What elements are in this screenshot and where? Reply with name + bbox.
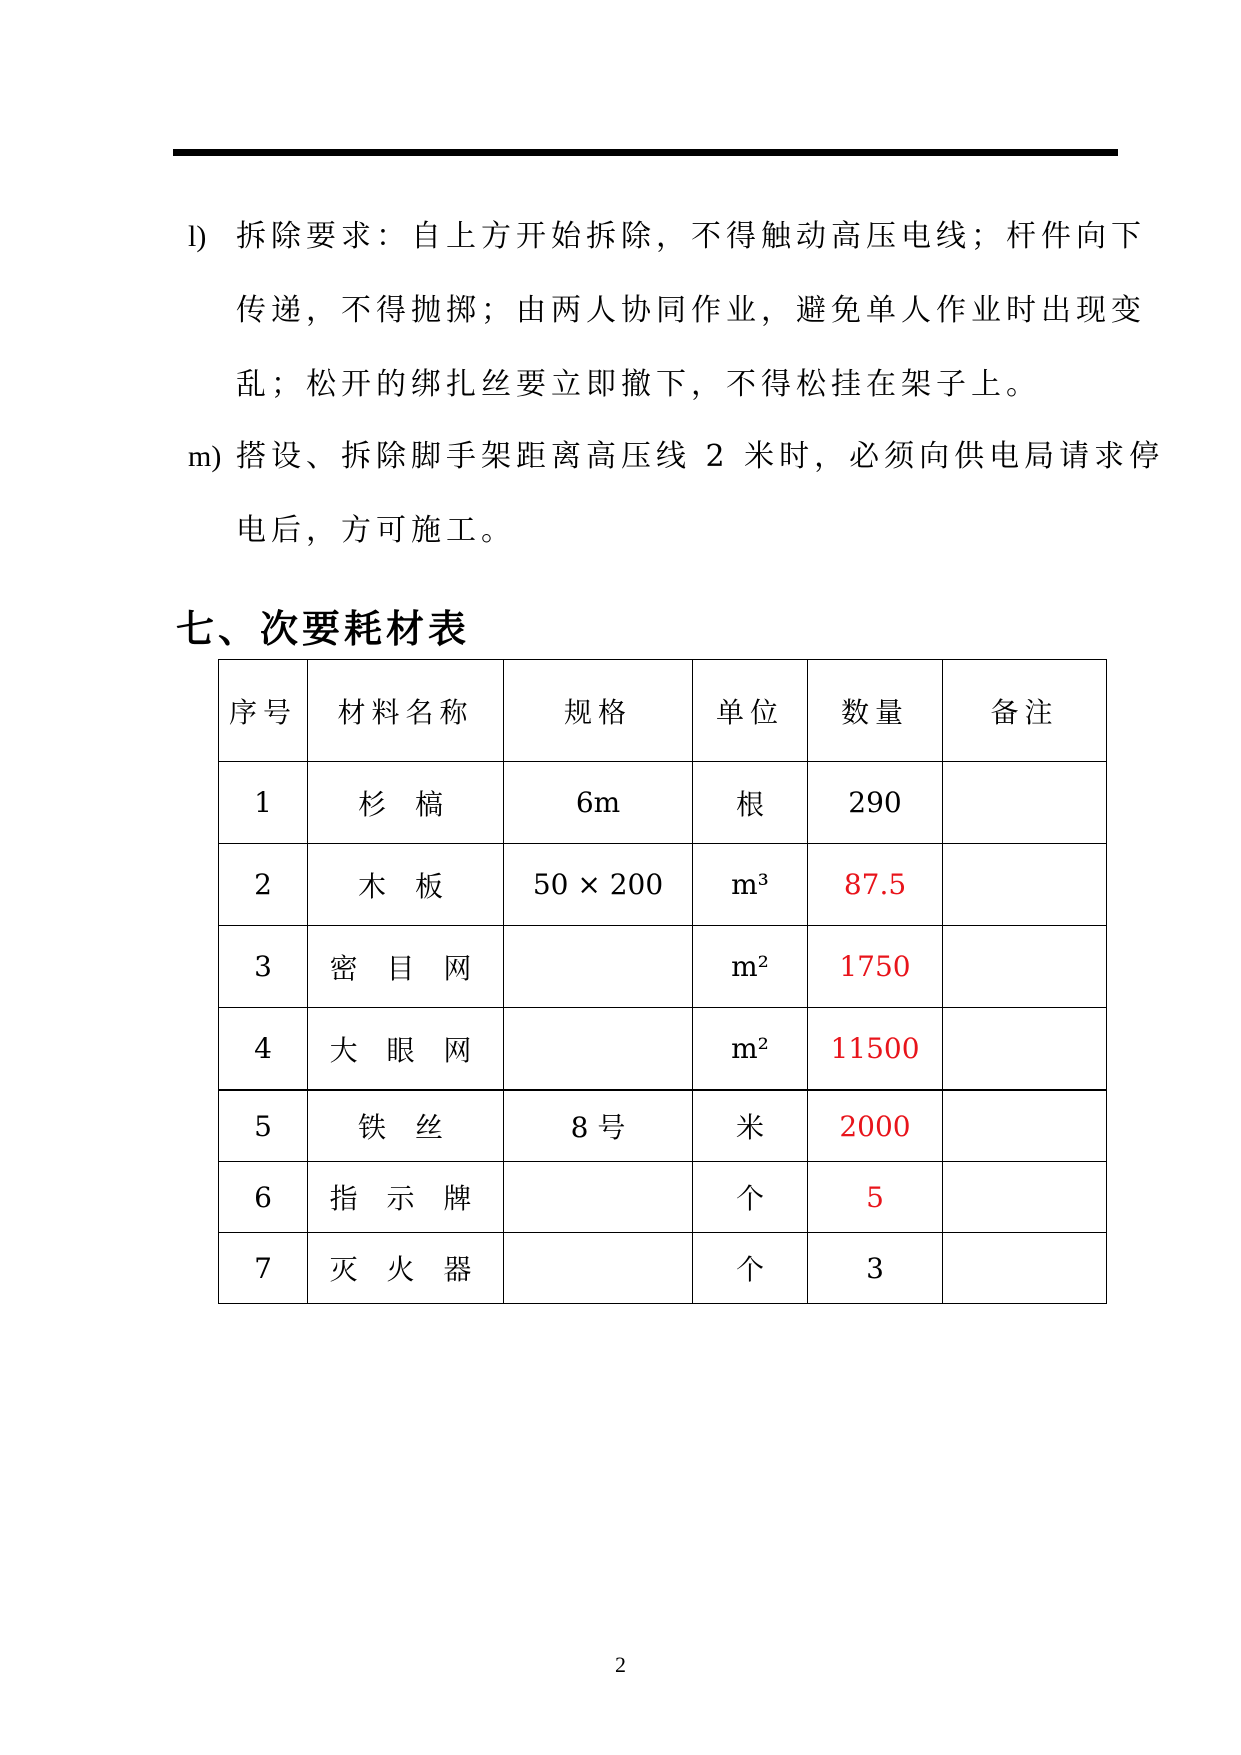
- cell-name: 指 示 牌: [308, 1162, 504, 1233]
- cell-note: [943, 1090, 1107, 1162]
- cell-qty: 87.5: [808, 844, 943, 926]
- cell-name: 杉 槁: [308, 762, 504, 844]
- cell-no: 4: [219, 1008, 308, 1091]
- paragraph-line: 电后，方可施工。: [236, 513, 516, 548]
- header-cell: 材料名称: [308, 660, 504, 762]
- cell-spec: [504, 926, 693, 1008]
- cell-qty: 5: [808, 1162, 943, 1233]
- header-cell: 规格: [504, 660, 693, 762]
- table-row: [219, 1090, 1107, 1162]
- cell-qty: 11500: [808, 1008, 943, 1091]
- cell-note: [943, 1233, 1107, 1304]
- section-heading: 七、次要耗材表: [176, 607, 471, 651]
- cell-no: 2: [219, 844, 308, 926]
- cell-unit: m²: [693, 1008, 808, 1091]
- cell-qty: 2000: [808, 1090, 943, 1162]
- header-cell: 数量: [808, 660, 943, 762]
- table-row: [219, 926, 1107, 1008]
- cell-name: 木 板: [308, 844, 504, 926]
- cell-unit: 根: [693, 762, 808, 844]
- cell-note: [943, 1008, 1107, 1091]
- cell-no: 1: [219, 762, 308, 844]
- paragraph-line: 乱；松开的绑扎丝要立即撤下，不得松挂在架子上。: [236, 367, 1041, 402]
- cell-note: [943, 926, 1107, 1008]
- cell-unit: 米: [693, 1090, 808, 1162]
- header-cell: 序号: [219, 660, 308, 762]
- cell-spec: 50 × 200: [504, 844, 693, 926]
- materials-table: [218, 659, 1107, 1304]
- paragraph-line: 搭设、拆除脚手架距离高压线 2 米时，必须向供电局请求停: [236, 439, 1165, 474]
- header-cell: 备注: [943, 660, 1107, 762]
- cell-spec: 6m: [504, 762, 693, 844]
- cell-note: [943, 844, 1107, 926]
- cell-name: 密 目 网: [308, 926, 504, 1008]
- cell-spec: [504, 1008, 693, 1091]
- header-cell: 单位: [693, 660, 808, 762]
- paragraph-line: 拆除要求：自上方开始拆除，不得触动高压电线；杆件向下: [236, 219, 1146, 254]
- cell-no: 6: [219, 1162, 308, 1233]
- paragraph-line: 传递，不得抛掷；由两人协同作业，避免单人作业时出现变: [236, 293, 1146, 328]
- cell-qty: 290: [808, 762, 943, 844]
- cell-qty: 1750: [808, 926, 943, 1008]
- cell-no: 5: [219, 1090, 308, 1162]
- list-marker: l): [188, 220, 207, 253]
- cell-unit: 个: [693, 1233, 808, 1304]
- cell-no: 3: [219, 926, 308, 1008]
- table-row: [219, 762, 1107, 844]
- table-row: [219, 1008, 1107, 1091]
- cell-name: 铁 丝: [308, 1090, 504, 1162]
- table-row: [219, 1233, 1107, 1304]
- cell-note: [943, 1162, 1107, 1233]
- page-number: 2: [615, 1652, 626, 1677]
- cell-spec: [504, 1162, 693, 1233]
- cell-qty: 3: [808, 1233, 943, 1304]
- header-rule: [173, 149, 1118, 156]
- cell-note: [943, 762, 1107, 844]
- list-marker: m): [188, 440, 222, 473]
- cell-name: 大 眼 网: [308, 1008, 504, 1091]
- table-row: [219, 1162, 1107, 1233]
- cell-no: 7: [219, 1233, 308, 1304]
- cell-unit: m³: [693, 844, 808, 926]
- cell-spec: 8 号: [504, 1090, 693, 1162]
- cell-name: 灭 火 器: [308, 1233, 504, 1304]
- table-header-row: [219, 660, 1107, 762]
- cell-unit: 个: [693, 1162, 808, 1233]
- cell-unit: m²: [693, 926, 808, 1008]
- cell-spec: [504, 1233, 693, 1304]
- table-row: [219, 844, 1107, 926]
